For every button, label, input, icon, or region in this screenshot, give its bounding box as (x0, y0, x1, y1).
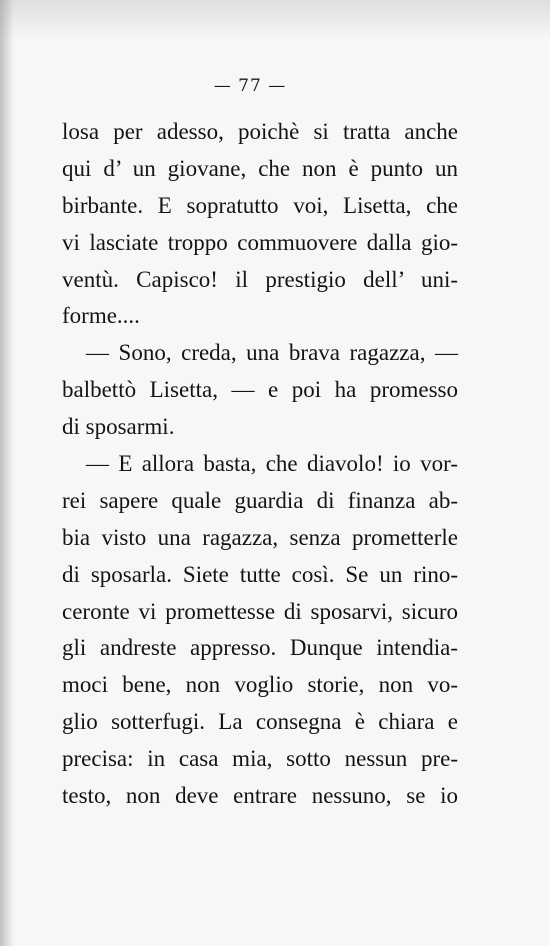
text-line: bia visto una ragazza, senza prometterle (62, 524, 458, 550)
text-line: ventù. Capisco! il prestigio dell’ uni- (62, 266, 458, 292)
text-line: birbante. E sopratutto voi, Lisetta, che (62, 192, 458, 218)
text-line: vi lasciate troppo commuovere dalla gio- (62, 229, 458, 255)
text-line: qui d’ un giovane, che non è punto un (62, 155, 458, 181)
page-number: — 77 — (213, 76, 287, 96)
scan-edge-shadow (0, 0, 14, 946)
text-line: — Sono, creda, una brava ragazza, — (86, 340, 458, 366)
text-line: balbettò Lisetta, — e poi ha promesso (62, 377, 458, 403)
scan-top-shade (0, 0, 550, 40)
text-line: rei sapere quale guardia di finanza ab- (62, 487, 458, 513)
text-line: di sposarmi. (62, 414, 175, 440)
body-text (62, 114, 458, 815)
text-line: gli andreste appresso. Dunque intendia- (62, 635, 458, 661)
text-line: forme.... (62, 303, 140, 329)
text-line: testo, non deve entrare nessuno, se io (62, 783, 458, 809)
text-line: ceronte vi promettesse di sposarvi, sicuro (62, 598, 458, 624)
text-line: glio sotterfugi. La consegna è chiara e (62, 709, 458, 735)
text-line: precisa: in casa mia, sotto nessun pre- (62, 746, 458, 772)
text-line: di sposarla. Siete tutte così. Se un rino- (62, 561, 458, 587)
text-line: losa per adesso, poichè si tratta anche (62, 119, 458, 144)
text-line: — E allora basta, che diavolo! io vor- (86, 451, 458, 477)
text-line: moci bene, non voglio storie, non vo- (62, 672, 458, 698)
